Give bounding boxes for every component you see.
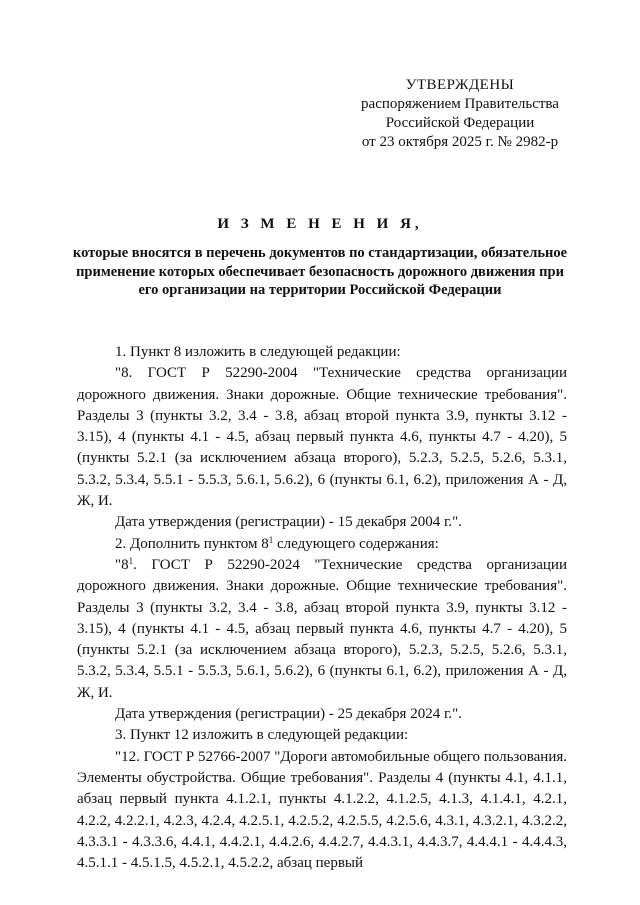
paragraph-item-8-1-post: . ГОСТ Р 52290-2024 "Технические средства организации дорожного движения. Знаки дорожные. Общие технические требования". Разделы 3 (пункты 3.2, 3.4 - 3.8, абзац второй пункта 3.9, пункты 3.12 - 3.15), 4 (пункты 4.1 - 4.5, абзац первый пункта 4.6, пункты 4.7 - 4.20), 5 (пункты 5.2.1 (за исключением абзаца второго), 5.2.3, 5.2.5, 5.2.6, 5.3.1, 5.3.2, 5.3.4, 5.5.1 - 5.5.3, 5.6.1, 5.6.2), 6 (пункты 6.1, 6.2), приложения А - Д, Ж, И. <box>77 556 567 701</box>
approval-line-3: от 23 октября 2025 г. № 2982-р <box>361 134 559 150</box>
approval-title: УТВЕРЖДЕНЫ <box>405 77 515 93</box>
approval-line-2: Российской Федерации <box>385 115 535 131</box>
paragraph-date-2024: Дата утверждения (регистрации) - 25 декабря 2024 г.". <box>115 706 463 723</box>
heading-title: И З М Е Н Е Н И Я, <box>217 216 423 232</box>
document-body <box>77 342 567 874</box>
paragraph-item-8-1-pre: "8 <box>115 556 129 573</box>
paragraph-item-2 <box>77 534 567 555</box>
approval-block <box>340 76 580 152</box>
paragraph-item-12-text: "12. ГОСТ Р 52766-2007 "Дороги автомобильные общего пользования. Элементы обустройства. Общие требования". Разделы 4 (пункты 4.1, 4.1.1, абзац первый пункта 4.1.2.1, пункты 4.1.2.2, 4.1.2.5, 4.1.3, 4.1.4.1, 4.2.1, 4.2.2, 4.2.2.1, 4.2.3, 4.2.4, 4.2.5.1, 4.2.5.2, 4.2.5.5, 4.2.5.6, 4.3.1, 4.3.2.1, 4.3.2.2, 4.3.3.1 - 4.3.3.6, 4.4.1, 4.4.2.1, 4.4.2.6, 4.4.2.7, 4.4.3.1, 4.4.3.7, 4.4.4.1 - 4.4.4.3, 4.5.1.1 - 4.5.1.5, 4.5.2.1, 4.5.2.2, абзац первый <box>77 748 568 872</box>
paragraph-item-1: 1. Пункт 8 изложить в следующей редакции: <box>115 344 401 360</box>
heading-subtitle: которые вносятся в перечень документов по стандартизации, обязательное применение которых обеспечивает безопасность дорожного движения при его организации на территории Российской Федерации <box>72 245 568 298</box>
paragraph-item-3: 3. Пункт 12 изложить в следующей редакции: <box>115 727 409 744</box>
approval-line-1: распоряжением Правительства <box>361 96 559 112</box>
paragraph-item-8-text: "8. ГОСТ Р 52290-2004 "Технические средства организации дорожного движения. Знаки дорожные. Общие технические требования". Разделы 3 (пункты 3.2, 3.4 - 3.8, абзац второй пункта 3.9, пункты 3.12 - 3.15), 4 (пункты 4.1 - 4.5, абзац первый пункта 4.6, пункты 4.7 - 4.20), 5 (пункты 5.2.1 (за исключением абзаца второго), 5.2.3, 5.2.5, 5.2.6, 5.3.1, 5.3.2, 5.3.4, 5.5.1 - 5.5.3, 5.6.1, 5.6.2), 6 (пункты 6.1, 6.2), приложения А - Д, Ж, И. <box>77 365 567 510</box>
paragraph-item-8-1-text <box>77 555 567 704</box>
paragraph-date-2004: Дата утверждения (регистрации) - 15 декабря 2004 г.". <box>115 514 463 531</box>
paragraph-item-2-pre: 2. Дополнить пунктом 8 <box>115 535 269 552</box>
paragraph-item-2-post: следующего содержания: <box>273 535 439 552</box>
paragraph-item-8-1-sup: 1 <box>128 555 134 566</box>
paragraph-item-2-sup: 1 <box>268 534 274 545</box>
document-heading <box>70 214 570 300</box>
